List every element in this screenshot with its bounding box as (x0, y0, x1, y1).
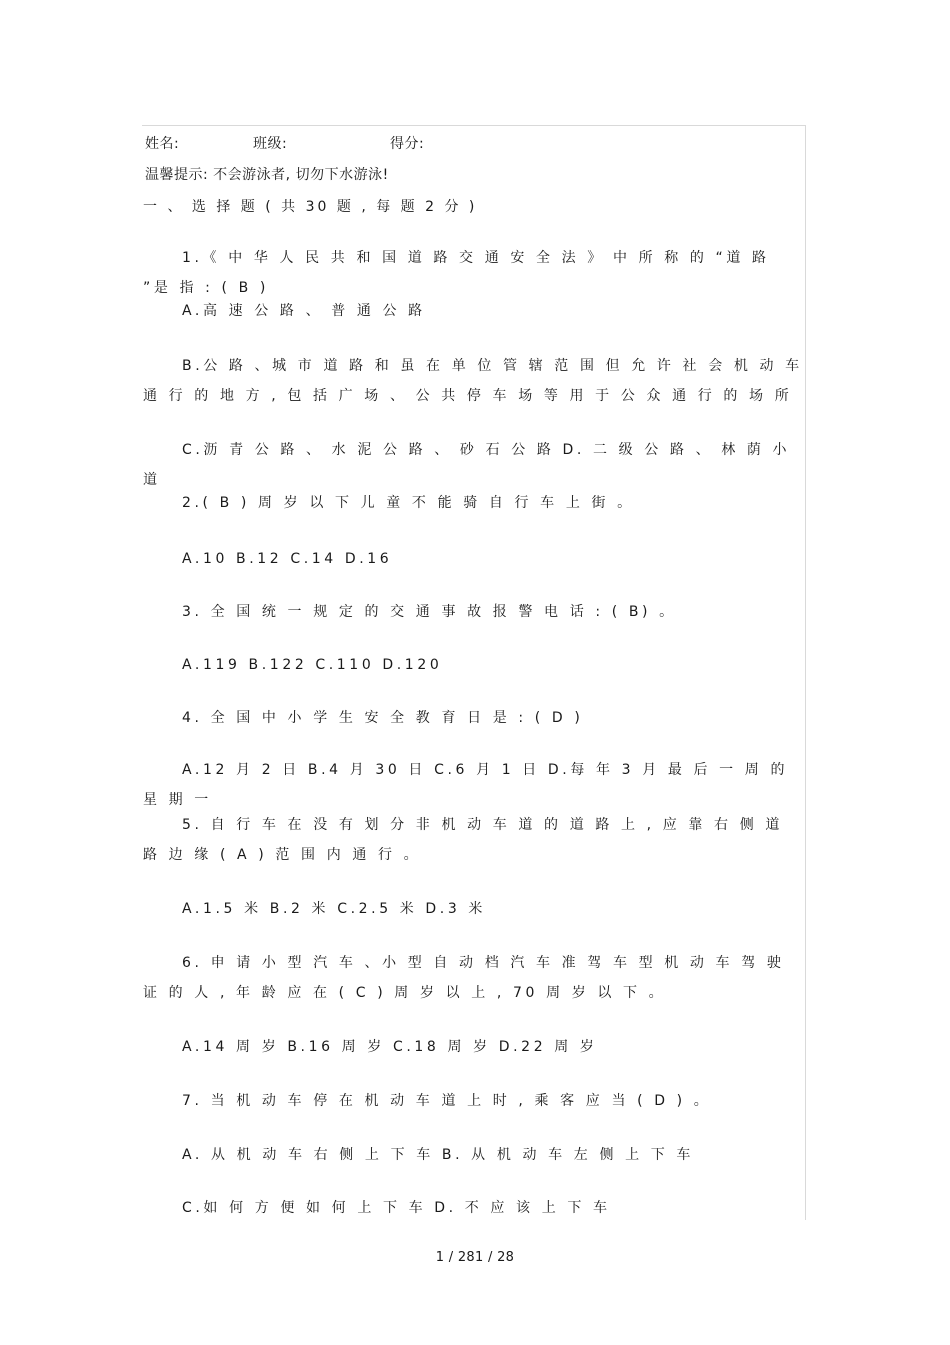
score-label: 得分: (390, 136, 425, 152)
question-4-options: A.12 月 2 日 B.4 月 30 日 C.6 月 1 日 D.每 年 3 月 最 后 一 周 的 星 期 一 (143, 762, 789, 808)
question-1-option-a: A.高 速 公 路 、 普 通 公 路 (182, 303, 426, 319)
question-6: 6. 申 请 小 型 汽 车 、小 型 自 动 档 汽 车 准 驾 车 型 机 动 车 驾 驶 证 的 人 , 年 龄 应 在 ( C ) 周 岁 以 上 , 70 周 岁 以 下 。 (143, 955, 785, 1001)
question-7-options-cd: C.如 何 方 便 如 何 上 下 车 D. 不 应 该 上 下 车 (182, 1200, 611, 1216)
question-7-options-ab: A. 从 机 动 车 右 侧 上 下 车 B. 从 机 动 车 左 侧 上 下 车 (182, 1147, 694, 1163)
question-5-options: A.1.5 米 B.2 米 C.2.5 米 D.3 米 (182, 901, 486, 917)
question-1-options-cd: C.沥 青 公 路 、 水 泥 公 路 、 砂 石 公 路 D. 二 级 公 路 、 林 荫 小 道 (143, 442, 791, 488)
question-3: 3. 全 国 统 一 规 定 的 交 通 事 故 报 警 电 话 : ( B) 。 (182, 604, 677, 620)
question-6-options: A.14 周 岁 B.16 周 岁 C.18 周 岁 D.22 周 岁 (182, 1039, 598, 1055)
section-title: 一 、 选 择 题 ( 共 30 题 , 每 题 2 分 ) (143, 199, 478, 215)
question-3-options: A.119 B.122 C.110 D.120 (182, 657, 443, 673)
safety-tip: 温馨提示: 不会游泳者, 切勿下水游泳! (145, 167, 389, 183)
question-1: 1.《 中 华 人 民 共 和 国 道 路 交 通 安 全 法 》 中 所 称 的 “道 路 ”是 指 : ( B ) (143, 250, 770, 296)
class-label: 班级: (253, 136, 288, 152)
page-number: 1 / 281 / 28 (435, 1250, 515, 1265)
question-5: 5. 自 行 车 在 没 有 划 分 非 机 动 车 道 的 道 路 上 , 应 靠 右 侧 道 路 边 缘 ( A ) 范 围 内 通 行 。 (143, 817, 783, 863)
question-2: 2.( B ) 周 岁 以 下 儿 童 不 能 骑 自 行 车 上 街 。 (182, 495, 635, 511)
question-4: 4. 全 国 中 小 学 生 安 全 教 育 日 是 : ( D ) (182, 710, 584, 726)
question-1-option-b: B.公 路 、城 市 道 路 和 虽 在 单 位 管 辖 范 围 但 允 许 社 会 机 动 车 通 行 的 地 方 , 包 括 广 场 、 公 共 停 车 场 等 用 于 公 众 通 行 的 场 所 (143, 358, 803, 404)
question-2-options: A.10 B.12 C.14 D.16 (182, 551, 393, 567)
question-7: 7. 当 机 动 车 停 在 机 动 车 道 上 时 , 乘 客 应 当 ( D ) 。 (182, 1093, 712, 1109)
name-label: 姓名: (145, 136, 180, 152)
